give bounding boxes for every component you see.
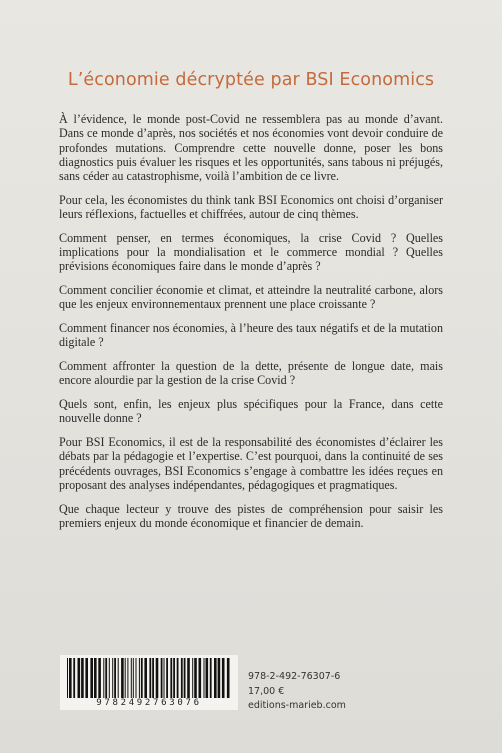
blurb-paragraph: Comment penser, en termes économiques, la crise Covid ? Quelles implications pour la mondialisation et le commerce mondial ? Quelles prévisions économiques faire dans le monde d’après ? <box>59 230 443 274</box>
barcode-bar <box>133 658 134 698</box>
barcode-bar <box>156 658 159 698</box>
blurb-paragraph: Pour BSI Economics, il est de la responsabilité des économistes d’éclairer les débats par la pédagogie et l’expertise. C’est pourquoi, dans la continuité de ses précédents ouvrages, BSI Economics s’engage à combattre les idées reçues en proposant des analyses indépendantes, pédagogiques et pragmatiques. <box>59 435 443 492</box>
barcode-bar <box>152 658 154 698</box>
barcode-bar <box>98 658 101 698</box>
barcode-bar <box>105 658 107 698</box>
barcode-bar <box>214 658 217 698</box>
barcode-bar <box>125 658 126 698</box>
publisher-website: editions-marieb.com <box>248 700 346 711</box>
barcode-bar <box>81 658 84 698</box>
barcode-bar <box>114 658 116 698</box>
publisher-info <box>248 670 346 714</box>
barcode-bar <box>192 658 193 698</box>
barcode-bar <box>131 658 132 698</box>
barcode <box>60 655 238 710</box>
barcode-bar <box>166 658 168 698</box>
barcode-bar <box>69 658 72 698</box>
barcode-bar <box>199 658 202 698</box>
barcode-bar <box>85 658 88 698</box>
barcode-bar <box>73 658 75 698</box>
barcode-bar <box>181 658 183 698</box>
blurb-paragraph: Pour cela, les économistes du think tank BSI Economics ont choisi d’organiser leurs réflexions, factuelles et chiffrées, autour de cinq thèmes. <box>59 192 443 222</box>
blurb-paragraph: Quels sont, enfin, les enjeux plus spécifiques pour la France, dans cette nouvelle donne ? <box>59 397 443 426</box>
barcode-bar <box>127 658 128 698</box>
barcode-bar <box>149 658 151 698</box>
barcode-bar <box>144 658 147 698</box>
barcode-bar <box>103 658 104 698</box>
barcode-bar <box>206 658 209 698</box>
barcode-bar <box>173 658 175 698</box>
barcode-bar <box>194 658 197 698</box>
price: 17,00 € <box>248 685 285 697</box>
cover-title: L’économie décryptée par BSI Economics <box>67 70 435 90</box>
barcode-bar <box>67 658 68 698</box>
barcode-bar <box>109 658 110 698</box>
blurb-text <box>59 112 443 540</box>
barcode-bar <box>227 658 230 698</box>
barcode-bar <box>118 658 119 698</box>
blurb-paragraph: À l’évidence, le monde post-Covid ne ressemblera pas au monde d’avant. Dans ce monde d’après, nos sociétés et nos économies vont devoir conduire de profondes mutations. Comprendre cette nouvelle donne, poser les bons diagnostics puis évaluer les risques et les opportunités, sans tabous ni préjugés, sans céder au catastrophisme, voilà l’ambition de ce livre. <box>59 112 443 184</box>
barcode-bar <box>177 658 179 698</box>
barcode-bar <box>164 658 165 698</box>
blurb-paragraph: Comment affronter la question de la dette, présente de longue date, mais encore alourdie par la gestion de la crise Covid ? <box>59 359 443 388</box>
barcode-bar <box>161 658 163 698</box>
barcode-bar <box>136 658 137 698</box>
barcode-bar <box>139 658 140 698</box>
barcode-bar <box>204 658 205 698</box>
barcode-bar <box>94 658 97 698</box>
barcode-bar <box>222 658 225 698</box>
blurb-paragraph: Comment financer nos économies, à l’heure des taux négatifs et de la mutation digitale ? <box>59 321 443 350</box>
blurb-paragraph: Que chaque lecteur y trouve des pistes de compréhension pour saisir les premiers enjeux du monde économique et financier de demain. <box>59 501 443 530</box>
barcode-bar <box>78 658 81 698</box>
isbn: 978-2-492-76307-6 <box>248 671 341 682</box>
barcode-bar <box>121 658 124 698</box>
barcode-bar <box>170 658 172 698</box>
barcode-bar <box>141 658 143 698</box>
barcode-bar <box>184 658 186 698</box>
barcode-bar <box>218 658 221 698</box>
barcode-bar <box>112 658 113 698</box>
barcode-bar <box>210 658 212 698</box>
blurb-paragraph: Comment concilier économie et climat, et atteindre la neutralité carbone, alors que les enjeux environnementaux prennent une place croissante ? <box>59 283 443 312</box>
barcode-bar <box>90 658 93 698</box>
barcode-bars <box>65 658 233 698</box>
barcode-number: 9782492763076 <box>96 698 202 708</box>
barcode-bar <box>187 658 190 698</box>
